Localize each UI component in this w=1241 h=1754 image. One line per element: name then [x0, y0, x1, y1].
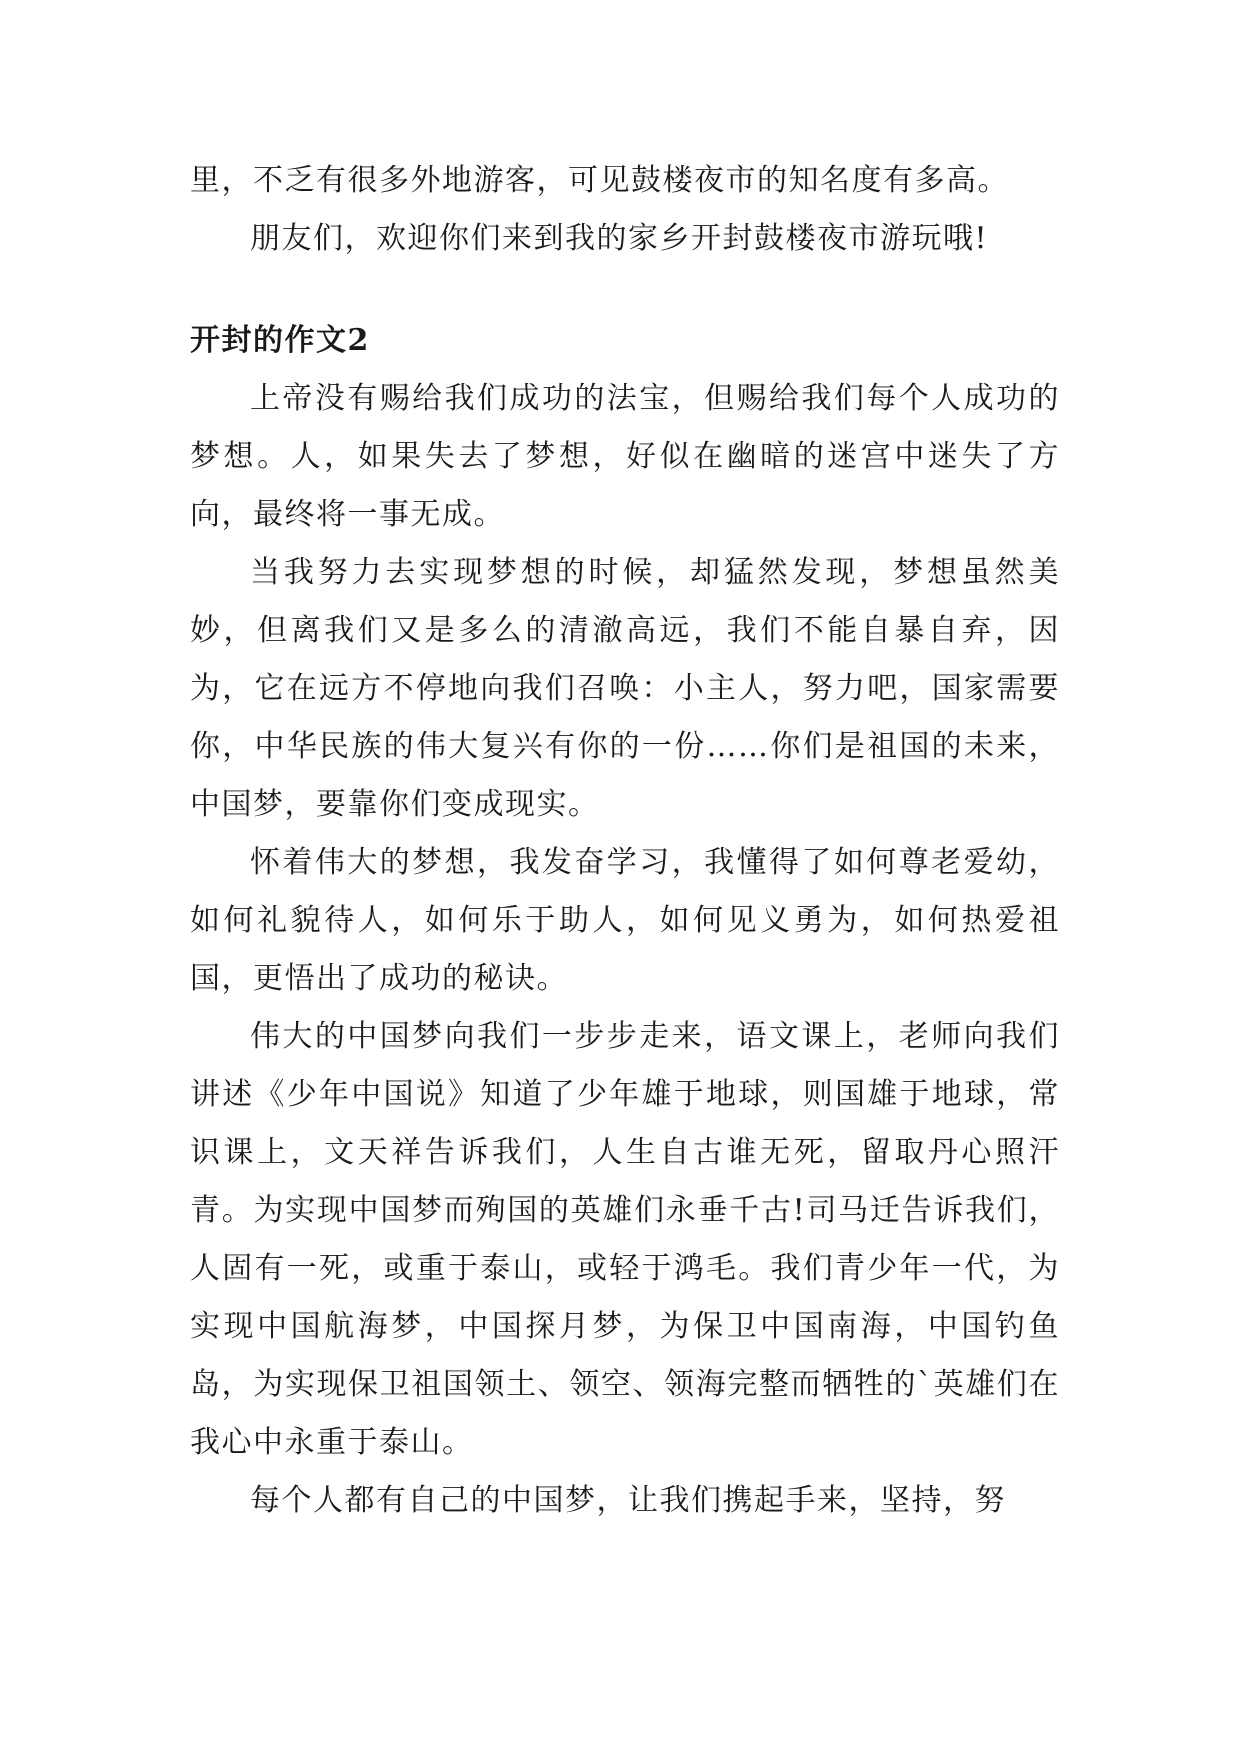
paragraph: 怀着伟大的梦想，我发奋学习，我懂得了如何尊老爱幼，如何礼貌待人，如何乐于助人，如何见义勇为，如何热爱祖国，更悟出了成功的秘诀。 [190, 845, 1060, 996]
paragraph: 上帝没有赐给我们成功的法宝，但赐给我们每个人成功的梦想。人，如果失去了梦想，好似在幽暗的迷宫中迷失了方向，最终将一事无成。 [190, 381, 1060, 532]
section-title: 开封的作文2 [190, 323, 370, 358]
paragraph-continuation: 里，不乏有很多外地游客，可见鼓楼夜市的知名度有多高。 [190, 163, 1009, 198]
paragraph: 朋友们，欢迎你们来到我的家乡开封鼓楼夜市游玩哦! [250, 221, 989, 256]
paragraph: 当我努力去实现梦想的时候，却猛然发现，梦想虽然美妙，但离我们又是多么的清澈高远，我们不能自暴自弃，因为，它在远方不停地向我们召唤：小主人，努力吧，国家需要你，中华民族的伟大复兴有你的一份……你们是祖国的未来，中国梦，要靠你们变成现实。 [190, 555, 1060, 822]
paragraph: 伟大的中国梦向我们一步步走来，语文课上，老师向我们讲述《少年中国说》知道了少年雄于地球，则国雄于地球，常识课上，文天祥告诉我们，人生自古谁无死，留取丹心照汗青。为实现中国梦而殉国的英雄们永垂千古!司马迁告诉我们，人固有一死，或重于泰山，或轻于鸿毛。我们青少年一代，为实现中国航海梦，中国探月梦，为保卫中国南海，中国钓鱼岛，为实现保卫祖国领土、领空、领海完整而牺牲的`英雄们在我心中永重于泰山。 [190, 1019, 1060, 1460]
paragraph: 每个人都有自己的中国梦，让我们携起手来，坚持，努 [250, 1483, 1006, 1518]
document-body [190, 152, 1060, 1530]
